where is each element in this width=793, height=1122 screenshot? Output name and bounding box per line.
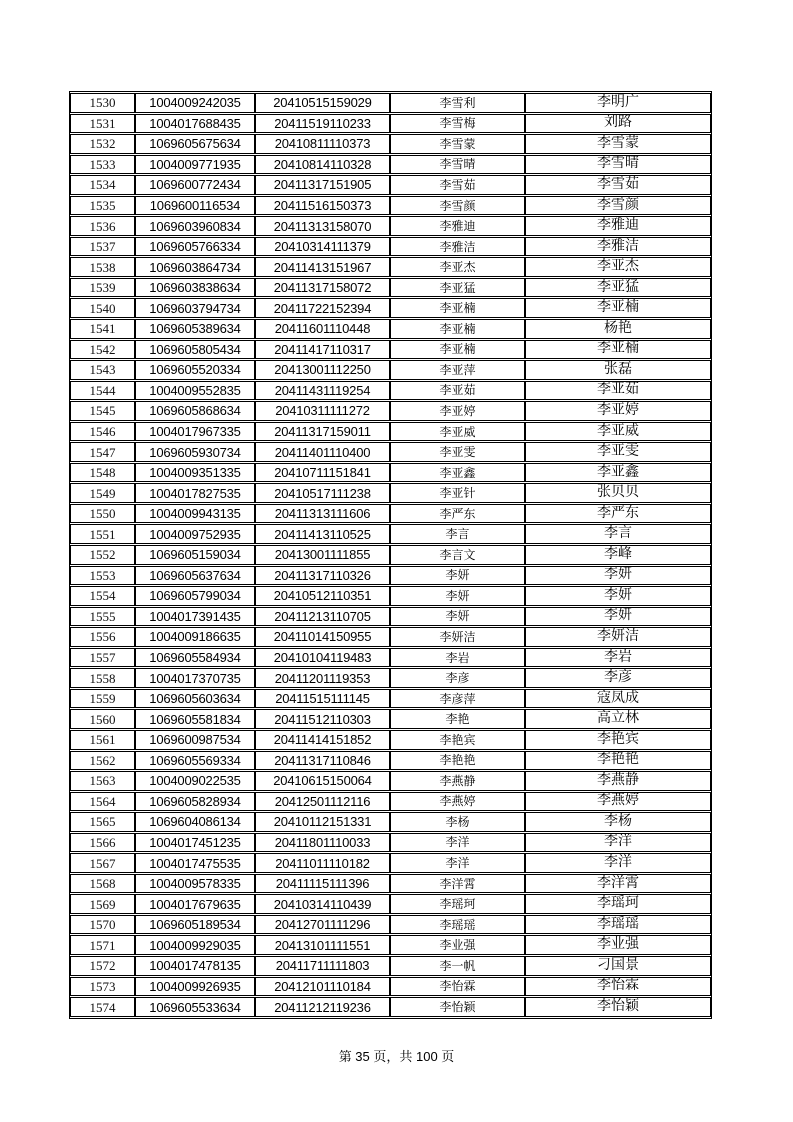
- name2-cell: 刁国景: [525, 956, 711, 976]
- table-row: [70, 833, 711, 853]
- name2-cell: 李怡颖: [525, 997, 711, 1017]
- table-row: [70, 401, 711, 421]
- id1-cell: 1004009771935: [135, 155, 255, 175]
- table-row: [70, 381, 711, 401]
- name1-cell: 李亚雯: [390, 442, 525, 462]
- id1-cell: 1004017679635: [135, 894, 255, 914]
- id1-cell: 1069603794734: [135, 298, 255, 318]
- id2-cell: 20411313111606: [255, 504, 390, 524]
- name1-cell: 李艳: [390, 709, 525, 729]
- name2-cell: 李洋霄: [525, 874, 711, 894]
- table-row: [70, 977, 711, 997]
- table-row: [70, 751, 711, 771]
- id1-cell: 1004009926935: [135, 977, 255, 997]
- id2-cell: 20413001111855: [255, 545, 390, 565]
- id2-cell: 20410517111238: [255, 483, 390, 503]
- table-row: [70, 278, 711, 298]
- name2-cell: 李雪蒙: [525, 134, 711, 154]
- table-row: [70, 792, 711, 812]
- name1-cell: 李亚猛: [390, 278, 525, 298]
- seq-cell: 1567: [70, 853, 135, 873]
- name2-cell: 李亚楠: [525, 298, 711, 318]
- id1-cell: 1004009929035: [135, 935, 255, 955]
- name2-cell: 李业强: [525, 935, 711, 955]
- table-row: [70, 340, 711, 360]
- name2-cell: 李怡霖: [525, 977, 711, 997]
- seq-cell: 1537: [70, 237, 135, 257]
- id1-cell: 1004009022535: [135, 771, 255, 791]
- table-row: [70, 730, 711, 750]
- name1-cell: 李雅迪: [390, 216, 525, 236]
- name2-cell: 李亚杰: [525, 257, 711, 277]
- seq-cell: 1570: [70, 915, 135, 935]
- seq-cell: 1549: [70, 483, 135, 503]
- name1-cell: 李雅洁: [390, 237, 525, 257]
- table-row: [70, 360, 711, 380]
- seq-cell: 1564: [70, 792, 135, 812]
- table-row: [70, 545, 711, 565]
- id2-cell: 20411413110525: [255, 524, 390, 544]
- id1-cell: 1069605569334: [135, 751, 255, 771]
- table-row: [70, 915, 711, 935]
- name2-cell: 李彦: [525, 668, 711, 688]
- name1-cell: 李燕静: [390, 771, 525, 791]
- id2-cell: 20411317110326: [255, 566, 390, 586]
- seq-cell: 1556: [70, 627, 135, 647]
- name1-cell: 李妍: [390, 566, 525, 586]
- name1-cell: 李亚威: [390, 422, 525, 442]
- table-row: [70, 504, 711, 524]
- seq-cell: 1539: [70, 278, 135, 298]
- id2-cell: 20412101110184: [255, 977, 390, 997]
- table-row: [70, 627, 711, 647]
- name2-cell: 李妍: [525, 566, 711, 586]
- id2-cell: 20411417110317: [255, 340, 390, 360]
- id1-cell: 1069605799034: [135, 586, 255, 606]
- id1-cell: 1004009186635: [135, 627, 255, 647]
- id2-cell: 20411115111396: [255, 874, 390, 894]
- id2-cell: 20412701111296: [255, 915, 390, 935]
- seq-cell: 1553: [70, 566, 135, 586]
- id1-cell: 1069605637634: [135, 566, 255, 586]
- name2-cell: 张磊: [525, 360, 711, 380]
- id1-cell: 1069605930734: [135, 442, 255, 462]
- name1-cell: 李亚婷: [390, 401, 525, 421]
- name2-cell: 李洋: [525, 853, 711, 873]
- id2-cell: 20412501112116: [255, 792, 390, 812]
- id1-cell: 1004017391435: [135, 607, 255, 627]
- table-row: [70, 771, 711, 791]
- id1-cell: 1069605389634: [135, 319, 255, 339]
- seq-cell: 1544: [70, 381, 135, 401]
- id1-cell: 1004017688435: [135, 114, 255, 134]
- seq-cell: 1554: [70, 586, 135, 606]
- name1-cell: 李怡颖: [390, 997, 525, 1017]
- name1-cell: 李雪颜: [390, 196, 525, 216]
- seq-cell: 1568: [70, 874, 135, 894]
- seq-cell: 1574: [70, 997, 135, 1017]
- seq-cell: 1531: [70, 114, 135, 134]
- id1-cell: 1004017827535: [135, 483, 255, 503]
- seq-cell: 1538: [70, 257, 135, 277]
- name2-cell: 李岩: [525, 648, 711, 668]
- name2-cell: 李雅迪: [525, 216, 711, 236]
- id1-cell: 1004017475535: [135, 853, 255, 873]
- id1-cell: 1004009351335: [135, 463, 255, 483]
- table-row: [70, 956, 711, 976]
- id2-cell: 20411601110448: [255, 319, 390, 339]
- table-row: [70, 997, 711, 1017]
- id2-cell: 20411711111803: [255, 956, 390, 976]
- id1-cell: 1004017478135: [135, 956, 255, 976]
- name1-cell: 李亚杰: [390, 257, 525, 277]
- name2-cell: 李亚鑫: [525, 463, 711, 483]
- name2-cell: 李雅洁: [525, 237, 711, 257]
- id1-cell: 1004017451235: [135, 833, 255, 853]
- seq-cell: 1573: [70, 977, 135, 997]
- table-row: [70, 668, 711, 688]
- name2-cell: 李妍: [525, 586, 711, 606]
- name1-cell: 李亚楠: [390, 340, 525, 360]
- id1-cell: 1069600116534: [135, 196, 255, 216]
- name2-cell: 李亚婷: [525, 401, 711, 421]
- name1-cell: 李业强: [390, 935, 525, 955]
- id2-cell: 20410311111272: [255, 401, 390, 421]
- table-row: [70, 483, 711, 503]
- seq-cell: 1555: [70, 607, 135, 627]
- id1-cell: 1004009752935: [135, 524, 255, 544]
- seq-cell: 1572: [70, 956, 135, 976]
- name2-cell: 李亚茹: [525, 381, 711, 401]
- table-row: [70, 175, 711, 195]
- seq-cell: 1562: [70, 751, 135, 771]
- seq-cell: 1542: [70, 340, 135, 360]
- table-row: [70, 853, 711, 873]
- seq-cell: 1546: [70, 422, 135, 442]
- name2-cell: 高立林: [525, 709, 711, 729]
- name1-cell: 李艳艳: [390, 751, 525, 771]
- id1-cell: 1069605766334: [135, 237, 255, 257]
- table-row: [70, 566, 711, 586]
- name1-cell: 李亚茹: [390, 381, 525, 401]
- name1-cell: 李亚针: [390, 483, 525, 503]
- id2-cell: 20411317151905: [255, 175, 390, 195]
- seq-cell: 1530: [70, 93, 135, 113]
- name2-cell: 李雪颜: [525, 196, 711, 216]
- name2-cell: 李洋: [525, 833, 711, 853]
- name2-cell: 李严东: [525, 504, 711, 524]
- id2-cell: 20411519110233: [255, 114, 390, 134]
- name2-cell: 李艳艳: [525, 751, 711, 771]
- seq-cell: 1545: [70, 401, 135, 421]
- seq-cell: 1558: [70, 668, 135, 688]
- name2-cell: 李瑶瑶: [525, 915, 711, 935]
- id2-cell: 20410811110373: [255, 134, 390, 154]
- name1-cell: 李雪梅: [390, 114, 525, 134]
- name2-cell: 张贝贝: [525, 483, 711, 503]
- name1-cell: 李妍: [390, 607, 525, 627]
- id2-cell: 20411313158070: [255, 216, 390, 236]
- table-row: [70, 298, 711, 318]
- id1-cell: 1069605805434: [135, 340, 255, 360]
- id2-cell: 20413101111551: [255, 935, 390, 955]
- seq-cell: 1541: [70, 319, 135, 339]
- id1-cell: 1069605603634: [135, 689, 255, 709]
- id2-cell: 20411317110846: [255, 751, 390, 771]
- id1-cell: 1069600987534: [135, 730, 255, 750]
- name1-cell: 李亚楠: [390, 298, 525, 318]
- id1-cell: 1069605189534: [135, 915, 255, 935]
- table-row: [70, 114, 711, 134]
- id1-cell: 1069605533634: [135, 997, 255, 1017]
- seq-cell: 1533: [70, 155, 135, 175]
- seq-cell: 1559: [70, 689, 135, 709]
- id2-cell: 20411213110705: [255, 607, 390, 627]
- id1-cell: 1004009242035: [135, 93, 255, 113]
- seq-cell: 1550: [70, 504, 135, 524]
- id1-cell: 1004009943135: [135, 504, 255, 524]
- table-row: [70, 237, 711, 257]
- id2-cell: 20411722152394: [255, 298, 390, 318]
- name2-cell: 李亚雯: [525, 442, 711, 462]
- seq-cell: 1557: [70, 648, 135, 668]
- seq-cell: 1534: [70, 175, 135, 195]
- name2-cell: 李雪茹: [525, 175, 711, 195]
- id1-cell: 1069605675634: [135, 134, 255, 154]
- table-row: [70, 463, 711, 483]
- name1-cell: 李妍洁: [390, 627, 525, 647]
- id1-cell: 1069605520334: [135, 360, 255, 380]
- name1-cell: 李言: [390, 524, 525, 544]
- roster-table: [69, 91, 712, 1019]
- seq-cell: 1560: [70, 709, 135, 729]
- name1-cell: 李一帆: [390, 956, 525, 976]
- id2-cell: 20411431119254: [255, 381, 390, 401]
- name1-cell: 李洋: [390, 853, 525, 873]
- id2-cell: 20410515159029: [255, 93, 390, 113]
- id1-cell: 1004009552835: [135, 381, 255, 401]
- page-footer: 第 35 页，共 100 页: [338, 1049, 455, 1064]
- table-row: [70, 93, 711, 113]
- name1-cell: 李洋霄: [390, 874, 525, 894]
- name2-cell: 李亚楠: [525, 340, 711, 360]
- id1-cell: 1069603960834: [135, 216, 255, 236]
- name1-cell: 李怡霖: [390, 977, 525, 997]
- name1-cell: 李洋: [390, 833, 525, 853]
- name1-cell: 李艳宾: [390, 730, 525, 750]
- table-row: [70, 196, 711, 216]
- id1-cell: 1004017967335: [135, 422, 255, 442]
- id2-cell: 20411515111145: [255, 689, 390, 709]
- id2-cell: 20410512110351: [255, 586, 390, 606]
- seq-cell: 1551: [70, 524, 135, 544]
- table-row: [70, 422, 711, 442]
- id2-cell: 20411401110400: [255, 442, 390, 462]
- seq-cell: 1565: [70, 812, 135, 832]
- name2-cell: 杨艳: [525, 319, 711, 339]
- id1-cell: 1069605159034: [135, 545, 255, 565]
- name1-cell: 李雪利: [390, 93, 525, 113]
- name2-cell: 李言: [525, 524, 711, 544]
- name1-cell: 李言文: [390, 545, 525, 565]
- seq-cell: 1566: [70, 833, 135, 853]
- seq-cell: 1543: [70, 360, 135, 380]
- table-row: [70, 257, 711, 277]
- name1-cell: 李雪晴: [390, 155, 525, 175]
- name1-cell: 李严东: [390, 504, 525, 524]
- id1-cell: 1069605828934: [135, 792, 255, 812]
- name2-cell: 李妍: [525, 607, 711, 627]
- id2-cell: 20411516150373: [255, 196, 390, 216]
- table-row: [70, 935, 711, 955]
- id2-cell: 20410112151331: [255, 812, 390, 832]
- name2-cell: 李艳宾: [525, 730, 711, 750]
- name1-cell: 李彦萍: [390, 689, 525, 709]
- table-row: [70, 524, 711, 544]
- name1-cell: 李瑶瑶: [390, 915, 525, 935]
- id1-cell: 1069605584934: [135, 648, 255, 668]
- id1-cell: 1004009578335: [135, 874, 255, 894]
- id2-cell: 20411212119236: [255, 997, 390, 1017]
- seq-cell: 1552: [70, 545, 135, 565]
- table-row: [70, 689, 711, 709]
- table-row: [70, 812, 711, 832]
- table-row: [70, 648, 711, 668]
- seq-cell: 1536: [70, 216, 135, 236]
- name1-cell: 李彦: [390, 668, 525, 688]
- id1-cell: 1069605868634: [135, 401, 255, 421]
- id2-cell: 20411201119353: [255, 668, 390, 688]
- table-row: [70, 442, 711, 462]
- seq-cell: 1547: [70, 442, 135, 462]
- table-row: [70, 586, 711, 606]
- name2-cell: 李燕婷: [525, 792, 711, 812]
- id2-cell: 20410711151841: [255, 463, 390, 483]
- seq-cell: 1571: [70, 935, 135, 955]
- table-row: [70, 894, 711, 914]
- name2-cell: 李亚威: [525, 422, 711, 442]
- name2-cell: 李杨: [525, 812, 711, 832]
- id2-cell: 20411317159011: [255, 422, 390, 442]
- id2-cell: 20411014150955: [255, 627, 390, 647]
- id2-cell: 20413001112250: [255, 360, 390, 380]
- id2-cell: 20411512110303: [255, 709, 390, 729]
- id1-cell: 1069603838634: [135, 278, 255, 298]
- name1-cell: 李雪茹: [390, 175, 525, 195]
- seq-cell: 1535: [70, 196, 135, 216]
- name2-cell: 寇凤成: [525, 689, 711, 709]
- seq-cell: 1540: [70, 298, 135, 318]
- id2-cell: 20410104119483: [255, 648, 390, 668]
- name2-cell: 李燕静: [525, 771, 711, 791]
- id2-cell: 20410314111379: [255, 237, 390, 257]
- seq-cell: 1569: [70, 894, 135, 914]
- id1-cell: 1069604086134: [135, 812, 255, 832]
- name2-cell: 李明广: [525, 93, 711, 113]
- name2-cell: 李瑶珂: [525, 894, 711, 914]
- name1-cell: 李妍: [390, 586, 525, 606]
- id2-cell: 20411011110182: [255, 853, 390, 873]
- table-row: [70, 319, 711, 339]
- id2-cell: 20411414151852: [255, 730, 390, 750]
- name1-cell: 李岩: [390, 648, 525, 668]
- id2-cell: 20411413151967: [255, 257, 390, 277]
- table-row: [70, 709, 711, 729]
- id2-cell: 20410615150064: [255, 771, 390, 791]
- name1-cell: 李亚鑫: [390, 463, 525, 483]
- table-body: [70, 93, 711, 1017]
- name1-cell: 李亚楠: [390, 319, 525, 339]
- id1-cell: 1069605581834: [135, 709, 255, 729]
- name2-cell: 刘路: [525, 114, 711, 134]
- name2-cell: 李亚猛: [525, 278, 711, 298]
- id1-cell: 1069603864734: [135, 257, 255, 277]
- id2-cell: 20411317158072: [255, 278, 390, 298]
- id1-cell: 1069600772434: [135, 175, 255, 195]
- seq-cell: 1532: [70, 134, 135, 154]
- name1-cell: 李亚萍: [390, 360, 525, 380]
- table-row: [70, 874, 711, 894]
- id2-cell: 20410314110439: [255, 894, 390, 914]
- seq-cell: 1561: [70, 730, 135, 750]
- seq-cell: 1563: [70, 771, 135, 791]
- table-row: [70, 155, 711, 175]
- id2-cell: 20410814110328: [255, 155, 390, 175]
- name1-cell: 李燕婷: [390, 792, 525, 812]
- name1-cell: 李雪蒙: [390, 134, 525, 154]
- name2-cell: 李峰: [525, 545, 711, 565]
- id1-cell: 1004017370735: [135, 668, 255, 688]
- table-row: [70, 607, 711, 627]
- id2-cell: 20411801110033: [255, 833, 390, 853]
- name1-cell: 李瑶珂: [390, 894, 525, 914]
- table-row: [70, 216, 711, 236]
- name2-cell: 李雪晴: [525, 155, 711, 175]
- seq-cell: 1548: [70, 463, 135, 483]
- table-row: [70, 134, 711, 154]
- name2-cell: 李妍洁: [525, 627, 711, 647]
- name1-cell: 李杨: [390, 812, 525, 832]
